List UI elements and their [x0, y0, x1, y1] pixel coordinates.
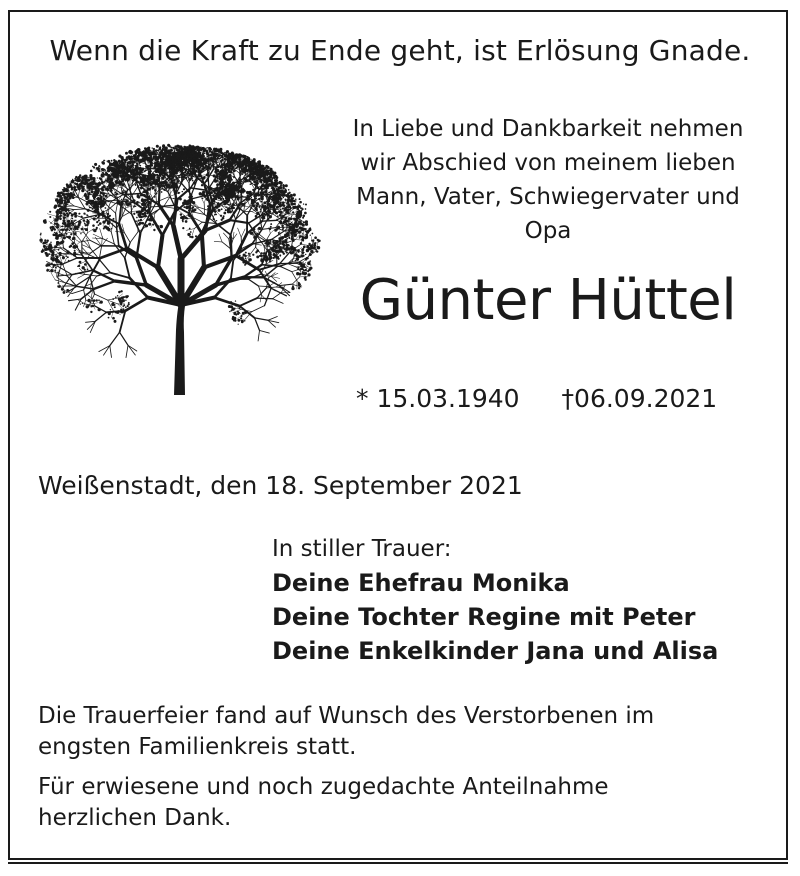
- mourner-line: Deine Tochter Regine mit Peter: [272, 603, 696, 631]
- intro-text: [330, 112, 766, 248]
- birth-date: * 15.03.1940: [356, 384, 520, 413]
- thanks-paragraph: [38, 772, 758, 834]
- bottom-rule: [8, 862, 788, 864]
- bare-tree-icon: [28, 140, 328, 395]
- funeral-paragraph: [38, 701, 758, 763]
- death-date: †06.09.2021: [561, 384, 718, 413]
- funeral-notice: [38, 701, 758, 834]
- place-and-date: Weißenstadt, den 18. September 2021: [38, 471, 523, 500]
- deceased-name: Günter Hüttel: [359, 268, 737, 333]
- intro-line: Mann, Vater, Schwiegervater und: [356, 184, 740, 210]
- motto: Wenn die Kraft zu Ende geht, ist Erlösung Gnade.: [49, 34, 751, 67]
- mourners-block: [272, 532, 718, 668]
- mourning-intro: In stiller Trauer:: [272, 536, 452, 562]
- intro-line: wir Abschied von meinem lieben: [360, 150, 736, 176]
- intro-line: Opa: [524, 218, 572, 244]
- thanks-line: herzlichen Dank.: [38, 805, 232, 831]
- thanks-line: Für erwiesene und noch zugedachte Anteilnahme: [38, 774, 609, 800]
- funeral-line: engsten Familienkreis statt.: [38, 734, 357, 760]
- funeral-line: Die Trauerfeier fand auf Wunsch des Verstorbenen im: [38, 703, 655, 729]
- life-dates: [356, 384, 717, 413]
- intro-line: In Liebe und Dankbarkeit nehmen: [352, 116, 744, 142]
- mourner-line: Deine Enkelkinder Jana und Alisa: [272, 637, 719, 665]
- mourner-line: Deine Ehefrau Monika: [272, 569, 570, 597]
